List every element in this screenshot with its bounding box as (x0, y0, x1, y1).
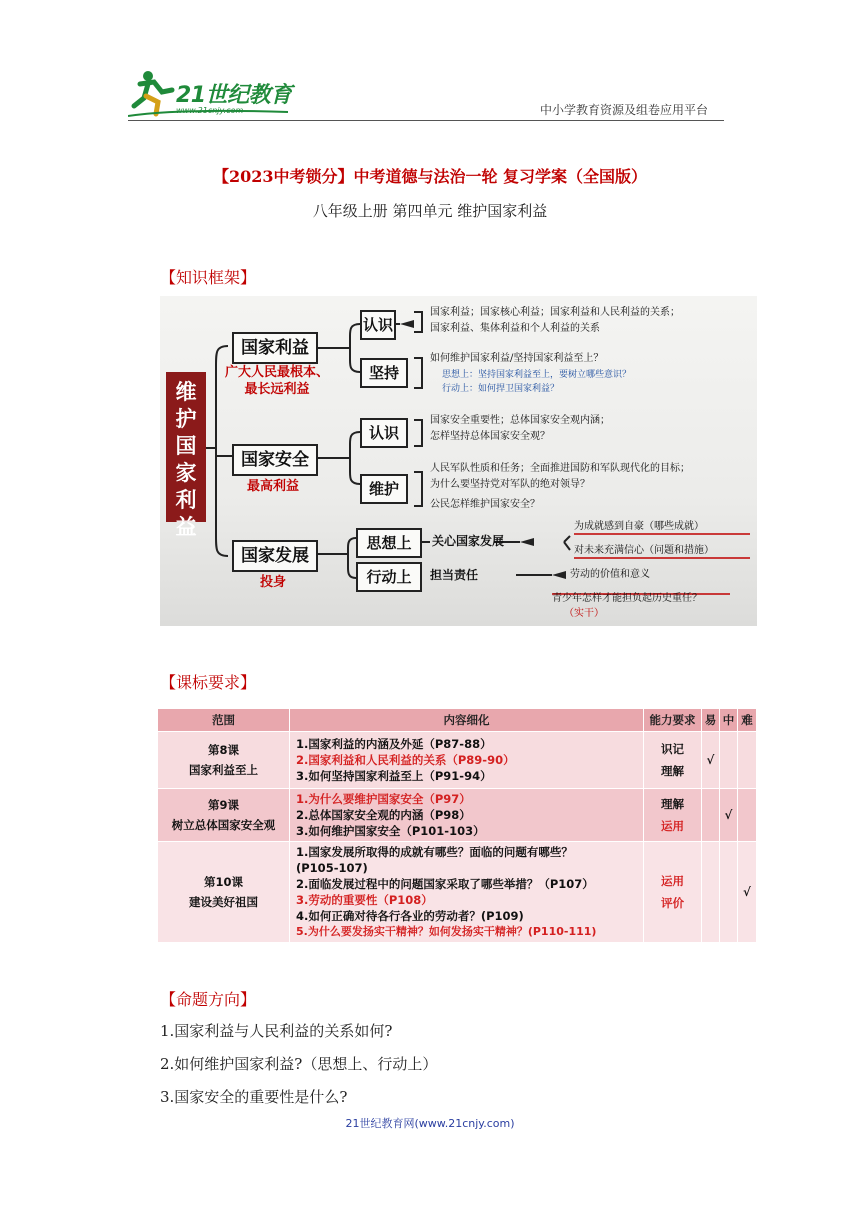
branch-national-development-note: 投身 (259, 575, 286, 590)
document-subtitle: 八年级上册 第四单元 维护国家利益 (312, 202, 548, 220)
easy-mark (702, 789, 720, 842)
branch-national-security-note: 最高利益 (246, 479, 299, 494)
note-maintain-line-3: 公民怎样维护国家安全？ (430, 499, 540, 510)
lesson-title: 国家利益至上 (189, 763, 258, 777)
header-medium: 中 (720, 709, 738, 732)
content-item: (P105-107) (296, 861, 368, 875)
ability-cell (644, 732, 702, 789)
branch-national-security: 国家安全 (232, 444, 318, 476)
logo-text: 21世纪教育 (176, 83, 292, 108)
branch-national-development: 国家发展 (232, 540, 318, 572)
lesson-number: 第9课 (207, 798, 239, 812)
scope-cell (158, 732, 290, 789)
content-item: 2.国家利益和人民利益的关系（P89-90） (296, 753, 515, 767)
section-heading-framework: 【知识框架】 (160, 268, 257, 287)
sub-understand-interest: 认识 (360, 310, 396, 340)
section-heading-standard: 【课标要求】 (160, 673, 257, 692)
header-ability: 能力要求 (644, 709, 702, 732)
sub-maintain-security: 维护 (360, 474, 408, 504)
sub-thought: 思想上 (356, 528, 422, 558)
ability-item: 识记 (661, 742, 684, 756)
direction-item: 1.国家利益与人民利益的关系如何? (160, 1022, 393, 1040)
branch-national-interest: 国家利益 (232, 332, 318, 364)
framework-root-label: 维护国家利益 (166, 372, 206, 522)
content-item: 2.面临发展过程中的问题国家采取了哪些举措？（P107） (296, 877, 594, 891)
direction-item: 3.国家安全的重要性是什么? (160, 1088, 348, 1106)
note-hard-work: （实干） (564, 608, 604, 619)
note-maintain-line-1: 人民军队性质和任务；全面推进国防和军队现代化的目标； (430, 463, 690, 474)
platform-label: 中小学教育资源及组卷应用平台 (540, 103, 709, 117)
note-take-responsibility: 担当责任 (430, 568, 479, 582)
table-row (158, 732, 757, 789)
ability-item: 运用 (661, 874, 684, 888)
knowledge-framework-diagram (160, 296, 757, 626)
section-heading-direction: 【命题方向】 (160, 990, 257, 1009)
document-title: 【2023中考锁分】中考道德与法治一轮 复习学案（全国版） (212, 167, 648, 186)
lesson-number: 第8课 (207, 743, 239, 757)
content-item: 2.总体国家安全观的内涵（P98） (296, 808, 471, 822)
hard-mark (738, 732, 757, 789)
note-maintain-line-2: 为什么要坚持党对军队的绝对领导？ (430, 479, 590, 490)
sub-understand-security: 认识 (360, 418, 408, 448)
table-row (158, 842, 757, 943)
branch-national-interest-note: 广大人民最根本、最长远利益 (224, 365, 329, 397)
lesson-number: 第10课 (203, 875, 243, 889)
content-item: 3.如何维护国家安全（P101-103） (296, 824, 485, 838)
note-adhere-line-3: 行动上：如何捍卫国家利益？ (442, 384, 560, 394)
easy-mark: √ (702, 732, 720, 789)
content-item: 1.国家利益的内涵及外延（P87-88） (296, 737, 492, 751)
ability-cell (644, 842, 702, 943)
sub-adhere-interest: 坚持 (360, 358, 408, 388)
header-easy: 易 (702, 709, 720, 732)
header-content: 内容细化 (290, 709, 644, 732)
hard-mark (738, 789, 757, 842)
direction-item: 2.如何维护国家利益?（思想上、行动上） (160, 1055, 438, 1073)
ability-item: 运用 (661, 819, 684, 833)
header-hard: 难 (738, 709, 757, 732)
content-item: 3.如何坚持国家利益至上（P91-94） (296, 769, 492, 783)
content-item: 5.为什么要发扬实干精神？如何发扬实干精神？(P110-111) (296, 925, 597, 938)
content-item: 1.为什么要维护国家安全（P97） (296, 792, 471, 806)
note-security-line-1: 国家安全重要性；总体国家安全观内涵； (430, 415, 610, 426)
note-confidence: 对未来充满信心（问题和措施） (574, 545, 714, 556)
easy-mark (702, 842, 720, 943)
content-item: 4.如何正确对待各行各业的劳动者？(P109) (296, 909, 524, 923)
medium-mark (720, 842, 738, 943)
content-cell (290, 732, 644, 789)
header-scope: 范围 (158, 709, 290, 732)
table-row (158, 789, 757, 842)
ability-item: 评价 (661, 896, 684, 910)
ability-item: 理解 (661, 764, 684, 778)
medium-mark (720, 732, 738, 789)
note-labor-value: 劳动的价值和意义 (570, 569, 650, 580)
header-divider (128, 120, 724, 121)
scope-cell (158, 789, 290, 842)
content-cell (290, 789, 644, 842)
note-interest-line-1: 国家利益；国家核心利益；国家利益和人民利益的关系； (430, 307, 680, 318)
note-interest-line-2: 国家利益、集体利益和个人利益的关系 (430, 323, 600, 334)
scope-cell (158, 842, 290, 943)
content-item: 3.劳动的重要性（P108） (296, 893, 433, 907)
note-youth-responsibility: 青少年怎样才能担负起历史重任？ (552, 593, 702, 604)
sub-action: 行动上 (356, 562, 422, 592)
note-pride: 为成就感到自豪（哪些成就） (574, 521, 704, 532)
hard-mark: √ (738, 842, 757, 943)
content-item: 1.国家发展所取得的成就有哪些？面临的问题有哪些？ (296, 845, 573, 859)
ability-cell (644, 789, 702, 842)
note-adhere-line-1: 如何维护国家利益/坚持国家利益至上？ (430, 353, 604, 364)
lesson-title: 建设美好祖国 (189, 895, 258, 909)
note-adhere-line-2: 思想上：坚持国家利益至上，要树立哪些意识？ (442, 370, 632, 380)
note-security-line-2: 怎样坚持总体国家安全观？ (430, 431, 550, 442)
table-header-row (158, 709, 757, 732)
medium-mark: √ (720, 789, 738, 842)
curriculum-table (157, 708, 757, 943)
content-cell (290, 842, 644, 943)
note-care-development: 关心国家发展 (432, 534, 505, 548)
ability-item: 理解 (661, 797, 684, 811)
lesson-title: 树立总体国家安全观 (171, 818, 276, 832)
footer-link[interactable]: 21世纪教育网(www.21cnjy.com) (345, 1117, 515, 1130)
logo-url: www.21cnjy.com (176, 106, 244, 115)
